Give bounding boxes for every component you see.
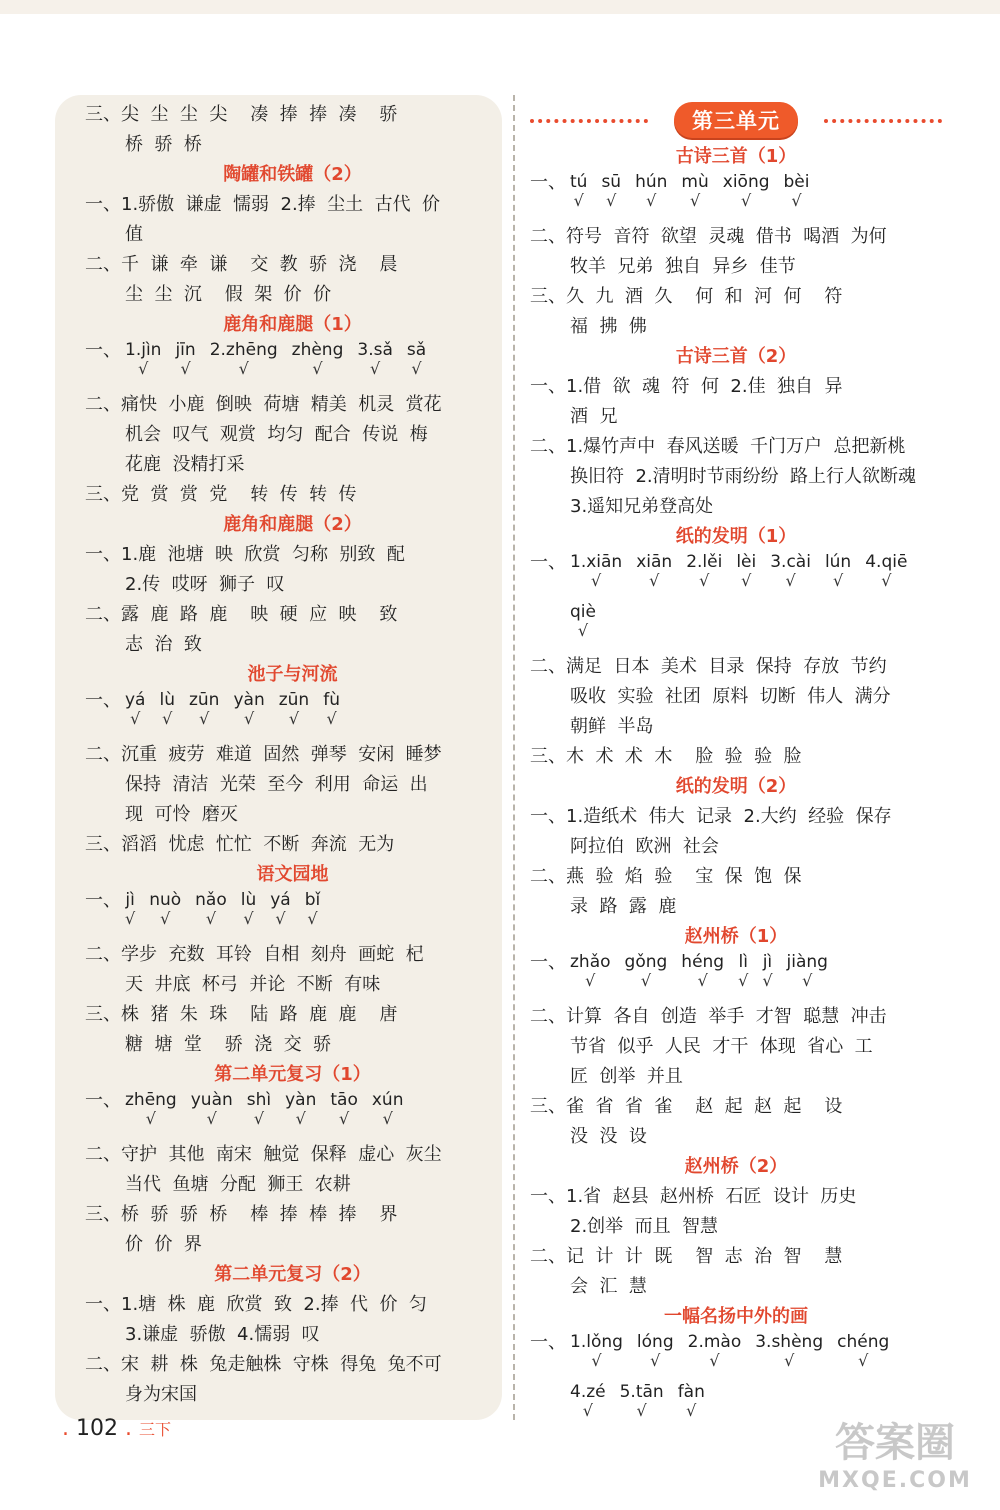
column-divider — [513, 95, 515, 1420]
pinyin-item — [762, 952, 772, 990]
answer-line: 福 拂 佛 — [570, 316, 647, 337]
check-mark-icon: √ — [606, 191, 617, 210]
answer-line: 一、1.骄傲 谦虚 懦弱 2.捧 尘土 古代 价 — [85, 194, 441, 215]
check-mark-icon: √ — [288, 709, 300, 728]
check-mark-icon: √ — [206, 1109, 217, 1128]
pinyin-item — [865, 552, 907, 590]
pinyin-text: héng — [681, 952, 725, 972]
pinyin-item — [175, 340, 195, 378]
answer-line: 阿拉伯 欧洲 社会 — [570, 836, 719, 857]
pinyin-item — [125, 340, 161, 378]
question-number: 一、 — [530, 1332, 566, 1353]
pinyin-item — [723, 172, 770, 210]
answer-line: 一、1.鹿 池塘 映 欣赏 匀称 别致 配 — [85, 544, 405, 565]
pinyin-item — [125, 890, 135, 928]
answer-line: 3.遥知兄弟登高处 — [570, 496, 714, 517]
pinyin-item — [210, 340, 278, 378]
check-mark-icon: √ — [295, 1109, 306, 1128]
section-heading: 古诗三首（1） — [675, 146, 797, 167]
pinyin-text: lù — [159, 690, 175, 710]
check-mark-icon: √ — [339, 1109, 350, 1128]
pinyin-item — [247, 1090, 271, 1128]
section-heading: 纸的发明（1） — [675, 526, 797, 547]
answer-line: 节省 似乎 人民 才干 体现 省心 工 — [570, 1036, 873, 1057]
pinyin-text: lèi — [736, 552, 757, 572]
answer-line: 二、记 计 计 既 智 志 治 智 慧 — [530, 1246, 843, 1267]
pinyin-item — [755, 1332, 823, 1370]
pinyin-text: 2.mào — [687, 1332, 742, 1352]
answer-line: 天 井底 杯弓 并论 不断 有味 — [125, 974, 381, 995]
check-mark-icon: √ — [858, 1351, 869, 1370]
banner-dots-left — [530, 119, 648, 123]
check-mark-icon: √ — [832, 571, 844, 590]
pinyin-item — [681, 172, 708, 210]
answer-line: 三、尖 尘 尘 尖 凑 捧 捧 凑 骄 — [85, 104, 398, 125]
pinyin-item — [357, 340, 393, 378]
check-mark-icon: √ — [382, 1109, 393, 1128]
check-mark-icon: √ — [238, 359, 249, 378]
answer-line: 二、符号 音符 欲望 灵魂 借书 喝酒 为何 — [530, 226, 887, 247]
pinyin-text: shì — [246, 1090, 272, 1110]
footer-dot-icon: . — [62, 1416, 69, 1441]
pinyin-answer-row — [85, 340, 500, 390]
answer-line: 糖 塘 堂 骄 浇 交 骄 — [125, 1034, 332, 1055]
pinyin-text: tú — [570, 172, 588, 192]
pinyin-text: zūn — [278, 690, 310, 710]
pinyin-text: mù — [681, 172, 709, 192]
check-mark-icon: √ — [577, 621, 589, 640]
answer-line: 一、1.省 赵县 赵州桥 石匠 设计 历史 — [530, 1186, 857, 1207]
pinyin-item — [570, 1382, 606, 1420]
check-mark-icon: √ — [205, 909, 217, 928]
answer-line: 三、桥 骄 骄 桥 棒 捧 棒 捧 界 — [85, 1204, 398, 1225]
watermark-text: 答案圈 — [835, 1420, 955, 1466]
answer-line: 会 汇 慧 — [570, 1276, 647, 1297]
check-mark-icon: √ — [411, 359, 422, 378]
pinyin-text: xún — [371, 1090, 404, 1110]
pinyin-item — [323, 690, 340, 728]
check-mark-icon: √ — [160, 909, 171, 928]
pinyin-item — [678, 1382, 705, 1420]
section-heading: 古诗三首（2） — [675, 346, 797, 367]
answer-line: 现 可怜 磨灭 — [125, 804, 238, 825]
pinyin-text: zhǎo — [570, 952, 611, 972]
pinyin-text: jì — [762, 952, 773, 972]
pinyin-text: fù — [323, 690, 340, 710]
section-heading: 第二单元复习（1） — [214, 1064, 371, 1085]
check-mark-icon: √ — [585, 971, 596, 990]
section-heading: 赵州桥（1） — [684, 926, 788, 947]
pinyin-item — [570, 952, 611, 990]
pinyin-item — [159, 690, 175, 728]
pinyin-text: 1.xiān — [570, 552, 623, 572]
check-mark-icon: √ — [709, 1351, 720, 1370]
answer-line: 三、木 术 术 木 脸 验 验 脸 — [530, 746, 802, 767]
pinyin-item — [837, 1332, 889, 1370]
answer-line: 尘 尘 沉 假 架 价 价 — [125, 284, 332, 305]
left-column — [85, 100, 500, 1410]
watermark-url: MXQE.COM — [818, 1468, 972, 1493]
pinyin-text: 3.cài — [770, 552, 811, 572]
section-heading: 鹿角和鹿腿（2） — [223, 514, 362, 535]
check-mark-icon: √ — [699, 571, 710, 590]
answer-line: 志 治 致 — [125, 634, 202, 655]
check-mark-icon: √ — [646, 191, 657, 210]
pinyin-item — [570, 172, 587, 210]
answer-line: 一、1.塘 株 鹿 欣赏 致 2.捧 代 价 匀 — [85, 1294, 427, 1315]
question-number: 一、 — [85, 340, 121, 361]
check-mark-icon: √ — [741, 571, 752, 590]
answer-line: 匠 创举 并且 — [570, 1066, 683, 1087]
pinyin-text: 2.lěi — [686, 552, 723, 572]
pinyin-text: fàn — [677, 1382, 705, 1402]
pinyin-item — [285, 1090, 316, 1128]
check-mark-icon: √ — [686, 1401, 697, 1420]
section-heading: 纸的发明（2） — [675, 776, 797, 797]
pinyin-text: yá — [270, 890, 291, 910]
pinyin-text: chéng — [837, 1332, 890, 1352]
answer-line: 价 价 界 — [125, 1234, 202, 1255]
answer-line: 酒 兄 — [570, 406, 618, 427]
check-mark-icon: √ — [591, 1351, 602, 1370]
pinyin-text: zūn — [188, 690, 220, 710]
answer-line: 没 没 设 — [570, 1126, 647, 1147]
pinyin-item — [738, 952, 748, 990]
answer-line: 朝鲜 半岛 — [570, 716, 654, 737]
pinyin-item — [681, 952, 724, 990]
pinyin-text: lún — [824, 552, 852, 572]
pinyin-item — [372, 1090, 404, 1128]
pinyin-text: yá — [125, 690, 146, 710]
answer-line: 三、滔滔 忧虑 忙忙 不断 奔流 无为 — [85, 834, 395, 855]
answer-line: 桥 骄 桥 — [125, 134, 202, 155]
pinyin-item — [635, 172, 667, 210]
check-mark-icon: √ — [689, 191, 701, 210]
pinyin-text: lù — [240, 890, 257, 910]
right-answers — [530, 144, 942, 1432]
answer-line: 牧羊 兄弟 独自 异乡 佳节 — [570, 256, 796, 277]
pinyin-text: 3.sǎ — [357, 340, 393, 360]
pinyin-item — [637, 1332, 674, 1370]
pinyin-item — [601, 172, 621, 210]
pinyin-text: 2.zhēng — [209, 340, 278, 360]
question-number: 一、 — [85, 690, 121, 711]
pinyin-answer-row — [530, 1332, 942, 1382]
pinyin-text: zhēng — [125, 1090, 177, 1110]
answer-line: 一、1.借 欲 魂 符 何 2.佳 独自 异 — [530, 376, 843, 397]
question-number: 一、 — [530, 952, 566, 973]
check-mark-icon: √ — [162, 709, 173, 728]
question-number: 一、 — [85, 1090, 121, 1111]
answer-line: 二、满足 日本 美术 目录 保持 存放 节约 — [530, 656, 887, 677]
section-heading: 语文园地 — [256, 864, 329, 885]
answer-line: 二、宋 耕 株 兔走触株 守株 得兔 兔不可 — [85, 1354, 442, 1375]
pinyin-item — [770, 552, 811, 590]
pinyin-item — [570, 552, 622, 590]
pinyin-answer-row — [530, 952, 942, 1002]
check-mark-icon: √ — [741, 191, 752, 210]
answer-line: 二、千 谦 牵 谦 交 教 骄 浇 晨 — [85, 254, 398, 275]
pinyin-item — [125, 690, 145, 728]
check-mark-icon: √ — [649, 571, 660, 590]
pinyin-item — [233, 690, 264, 728]
pinyin-text: tāo — [330, 1090, 358, 1110]
answer-line: 三、久 九 酒 久 何 和 河 何 符 — [530, 286, 843, 307]
answer-line: 身为宋国 — [125, 1384, 197, 1405]
check-mark-icon: √ — [791, 191, 802, 210]
answer-line: 当代 鱼塘 分配 狮王 农耕 — [125, 1174, 351, 1195]
answer-line: 二、计算 各自 创造 举手 才智 聪慧 冲击 — [530, 1006, 887, 1027]
check-mark-icon: √ — [312, 359, 323, 378]
pinyin-text: 1.lǒng — [570, 1332, 623, 1352]
pinyin-item — [736, 552, 756, 590]
check-mark-icon: √ — [591, 571, 602, 590]
answer-line: 换旧符 2.清明时节雨纷纷 路上行人欲断魂 — [570, 466, 917, 487]
check-mark-icon: √ — [243, 909, 254, 928]
check-mark-icon: √ — [130, 709, 141, 728]
check-mark-icon: √ — [180, 359, 191, 378]
page-number: 102 — [76, 1416, 118, 1441]
pinyin-answer-row — [530, 602, 942, 652]
pinyin-item — [570, 602, 596, 640]
top-strip — [0, 0, 1000, 14]
pinyin-item — [620, 1382, 664, 1420]
pinyin-text: gǒng — [624, 952, 668, 972]
unit-title: 第三单元 — [674, 102, 798, 138]
pinyin-item — [570, 1332, 623, 1370]
pinyin-text: bǐ — [304, 890, 321, 910]
pinyin-text: 4.zé — [570, 1382, 606, 1402]
grade-label: 三下 — [139, 1420, 172, 1439]
answer-line: 保持 清洁 光荣 至今 利用 命运 出 — [125, 774, 428, 795]
pinyin-item — [195, 890, 227, 928]
section-heading: 赵州桥（2） — [684, 1156, 788, 1177]
answer-line: 2.传 哎呀 狮子 叹 — [125, 574, 285, 595]
answer-line: 吸收 实验 社团 原料 切断 伟人 满分 — [570, 686, 891, 707]
section-heading: 池子与河流 — [247, 664, 338, 685]
pinyin-item — [330, 1090, 357, 1128]
right-column — [530, 100, 942, 1432]
pinyin-item — [686, 552, 722, 590]
pinyin-item — [241, 890, 257, 928]
pinyin-text: nuò — [149, 890, 182, 910]
pinyin-text: jīn — [175, 340, 196, 360]
pinyin-text: 1.jìn — [125, 340, 162, 360]
answer-line: 花鹿 没精打采 — [125, 454, 245, 475]
answer-line: 3.谦虚 骄傲 4.懦弱 叹 — [125, 1324, 320, 1345]
answer-line: 二、1.爆竹声中 春风送暖 千门万户 总把新桃 — [530, 436, 906, 457]
pinyin-item — [787, 952, 828, 990]
pinyin-text: lóng — [636, 1332, 674, 1352]
watermark-logo — [800, 1418, 990, 1498]
check-mark-icon: √ — [784, 1351, 795, 1370]
check-mark-icon: √ — [762, 971, 773, 990]
pinyin-item — [407, 340, 426, 378]
pinyin-item — [292, 340, 344, 378]
check-mark-icon: √ — [573, 191, 584, 210]
pinyin-text: xiōng — [722, 172, 770, 192]
check-mark-icon: √ — [138, 359, 149, 378]
pinyin-text: sǎ — [406, 340, 427, 360]
pinyin-text: lì — [738, 952, 748, 972]
check-mark-icon: √ — [650, 1351, 661, 1370]
pinyin-item — [191, 1090, 233, 1128]
pinyin-answer-row — [530, 552, 942, 602]
pinyin-text: hún — [635, 172, 668, 192]
answer-line: 2.创举 而且 智慧 — [570, 1216, 719, 1237]
pinyin-text: qiè — [570, 602, 596, 622]
pinyin-answer-row — [85, 1090, 500, 1140]
pinyin-text: bèi — [783, 172, 810, 192]
pinyin-text: yàn — [233, 690, 265, 710]
unit-banner — [530, 100, 942, 140]
pinyin-item — [825, 552, 851, 590]
question-number: 一、 — [530, 172, 566, 193]
check-mark-icon: √ — [785, 571, 796, 590]
pinyin-answer-row — [530, 172, 942, 222]
section-heading: 一幅名扬中外的画 — [664, 1306, 808, 1327]
answer-line: 二、沉重 疲劳 难道 固然 弹琴 安闲 睡梦 — [85, 744, 442, 765]
pinyin-item — [688, 1332, 742, 1370]
pinyin-text: 4.qiē — [865, 552, 908, 572]
answer-line: 三、雀 省 省 雀 赵 起 赵 起 设 — [530, 1096, 843, 1117]
pinyin-text: yàn — [285, 1090, 317, 1110]
check-mark-icon: √ — [697, 971, 708, 990]
check-mark-icon: √ — [199, 709, 210, 728]
check-mark-icon: √ — [738, 971, 749, 990]
pinyin-item — [636, 552, 672, 590]
check-mark-icon: √ — [640, 971, 652, 990]
answer-line: 二、学步 充数 耳铃 自相 刻舟 画蛇 杞 — [85, 944, 424, 965]
pinyin-item — [305, 890, 321, 928]
check-mark-icon: √ — [881, 571, 892, 590]
pinyin-item — [189, 690, 219, 728]
answer-line: 一、1.造纸术 伟大 记录 2.大约 经验 保存 — [530, 806, 892, 827]
section-heading: 陶罐和铁罐（2） — [223, 164, 362, 185]
check-mark-icon: √ — [253, 1109, 265, 1128]
answer-line: 三、株 猪 朱 珠 陆 路 鹿 鹿 唐 — [85, 1004, 398, 1025]
pinyin-text: sū — [601, 172, 622, 192]
answer-line: 值 — [125, 224, 143, 245]
pinyin-item — [270, 890, 290, 928]
pinyin-text: jì — [125, 890, 135, 910]
answer-line: 二、露 鹿 路 鹿 映 硬 应 映 致 — [85, 604, 398, 625]
pinyin-text: xiān — [636, 552, 673, 572]
pinyin-text: 5.tān — [619, 1382, 664, 1402]
check-mark-icon: √ — [802, 971, 813, 990]
page-footer — [62, 1416, 171, 1441]
question-number: 一、 — [530, 552, 566, 573]
section-heading: 鹿角和鹿腿（1） — [223, 314, 362, 335]
pinyin-text: zhèng — [291, 340, 344, 360]
check-mark-icon: √ — [125, 909, 136, 928]
check-mark-icon: √ — [145, 1109, 156, 1128]
pinyin-answer-row — [85, 890, 500, 940]
pinyin-answer-row — [85, 690, 500, 740]
check-mark-icon: √ — [582, 1401, 593, 1420]
pinyin-item — [784, 172, 810, 210]
check-mark-icon: √ — [244, 709, 255, 728]
pinyin-text: 3.shèng — [755, 1332, 824, 1352]
answer-line: 机会 叹气 观赏 均匀 配合 传说 梅 — [125, 424, 428, 445]
banner-dots-right — [824, 119, 942, 123]
pinyin-item — [125, 1090, 177, 1128]
answer-line: 二、痛快 小鹿 倒映 荷塘 精美 机灵 赏花 — [85, 394, 442, 415]
answer-line: 二、燕 验 焰 验 宝 保 饱 保 — [530, 866, 802, 887]
answer-line: 二、守护 其他 南宋 触觉 保释 虚心 灰尘 — [85, 1144, 442, 1165]
pinyin-item — [279, 690, 309, 728]
check-mark-icon: √ — [275, 909, 286, 928]
check-mark-icon: √ — [307, 909, 318, 928]
pinyin-item — [625, 952, 668, 990]
footer-dot-icon: . — [125, 1416, 132, 1441]
pinyin-text: jiàng — [786, 952, 828, 972]
question-number: 一、 — [85, 890, 121, 911]
section-heading: 第二单元复习（2） — [214, 1264, 371, 1285]
check-mark-icon: √ — [370, 359, 381, 378]
check-mark-icon: √ — [326, 709, 337, 728]
answer-line: 三、党 赏 赏 党 转 传 转 传 — [85, 484, 357, 505]
pinyin-text: nǎo — [195, 890, 227, 910]
pinyin-item — [149, 890, 181, 928]
pinyin-text: yuàn — [190, 1090, 233, 1110]
check-mark-icon: √ — [636, 1401, 647, 1420]
answer-line: 录 路 露 鹿 — [570, 896, 677, 917]
